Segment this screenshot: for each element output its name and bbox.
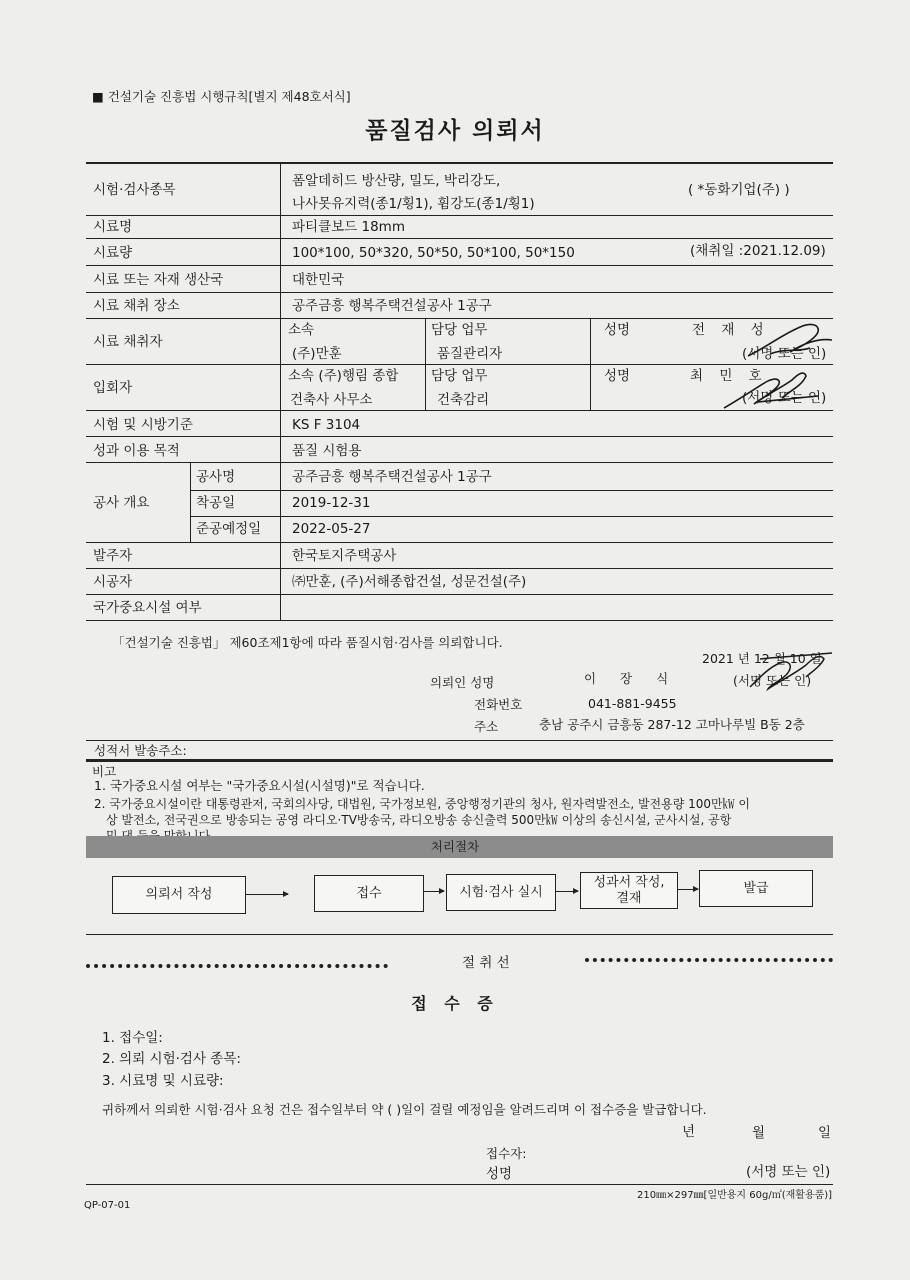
collector-label: 시료 채취자 [93, 334, 163, 350]
witness-signature [718, 362, 828, 412]
address-value: 충남 공주시 금흥동 287-12 고마나루빌 B동 2층 [539, 717, 805, 732]
witness-label: 입회자 [93, 380, 133, 396]
note-1: 1. 국가중요시설 여부는 "국가중요시설(시설명)"로 적습니다. [94, 778, 425, 793]
end-date-label: 준공예정일 [196, 521, 262, 537]
requester-name: 이 장 식 [584, 671, 679, 686]
phone-label: 전화번호 [474, 697, 523, 712]
collector-name-value: 전 재 성 [692, 322, 770, 338]
origin-value: 대한민국 [292, 272, 345, 288]
receipt-title: 접 수 증 [411, 994, 499, 1013]
arrow-right-icon [246, 894, 288, 895]
request-date: 2021 년 12 월 10 일 [702, 651, 822, 666]
requester-label: 의뢰인 성명 [430, 675, 495, 690]
receiver-name-label: 성명 [486, 1166, 513, 1182]
receiver-sign-label: (서명 또는 인) [746, 1164, 831, 1180]
collector-name-label: 성명 [604, 322, 631, 338]
step-issue: 발급 [699, 870, 813, 907]
procedure-heading: 처리절차 [430, 839, 480, 854]
overview-label: 공사 개요 [93, 495, 150, 511]
collector-signature [740, 318, 840, 363]
witness-duty-label: 담당 업무 [431, 368, 488, 384]
end-date-value: 2022-05-27 [292, 521, 371, 537]
cutline-right [585, 958, 833, 962]
purpose-value: 품질 시험용 [292, 443, 362, 459]
collector-duty-label: 담당 업무 [431, 322, 488, 338]
client-value: 한국토지주택공사 [292, 548, 397, 564]
purpose-label: 성과 이용 목적 [93, 443, 180, 459]
project-name-label: 공사명 [196, 469, 236, 485]
project-name-value: 공주금흥 행복주택건설공사 1공구 [292, 469, 492, 485]
note-2-line1: 2. 국가중요시설이란 대통령관저, 국회의사당, 대법원, 국가정보원, 중앙행정기관의 청사, 원자력발전소, 발전용량 100만㎾ 이 [94, 797, 751, 811]
site-value: 공주금흥 행복주택건설공사 1공구 [292, 298, 492, 314]
step-request: 의뢰서 작성 [112, 876, 246, 914]
requester-sign-label: (서명 또는 인) [733, 673, 812, 688]
arrow-right-icon [556, 891, 578, 892]
arrow-right-icon [678, 889, 698, 890]
test-type-label: 시험·검사종목 [93, 182, 176, 198]
test-type-company: ( *동화기업(주) ) [688, 182, 790, 198]
step-receive: 접수 [314, 875, 424, 912]
notes-heading: 비고 [92, 764, 117, 779]
witness-duty-value: 건축감리 [437, 392, 490, 408]
sample-qty-label: 시료량 [93, 245, 133, 261]
cutline-label: 절 취 선 [462, 955, 510, 971]
footer-code: QP-07-01 [84, 1200, 131, 1211]
phone-value: 041-881-9455 [588, 696, 677, 711]
sample-name-value: 파티클보드 18mm [292, 219, 405, 235]
site-label: 시료 채취 장소 [93, 298, 180, 314]
witness-name-label: 성명 [604, 368, 631, 384]
start-date-label: 착공일 [196, 495, 236, 511]
sample-date: (채취일 :2021.12.09) [690, 243, 826, 259]
collector-sign-label: (서명 또는 인) [742, 346, 827, 362]
receipt-item-2: 2. 의뢰 시험·검사 종목: [102, 1051, 241, 1067]
national-facility-label: 국가중요시설 여부 [93, 600, 202, 616]
collector-affil-label: 소속 [288, 322, 315, 338]
test-type-value-line1: 폼알데히드 방산량, 밀도, 박리강도, [292, 173, 501, 189]
footer-paper: 210㎜×297㎜[일반용지 60g/㎡(재활용품)] [637, 1190, 833, 1201]
sample-qty-value: 100*100, 50*320, 50*50, 50*100, 50*150 [292, 245, 575, 261]
start-date-value: 2019-12-31 [292, 495, 371, 511]
origin-label: 시료 또는 자재 생산국 [93, 272, 224, 288]
receipt-statement: 귀하께서 의뢰한 시험·검사 요청 건은 접수일부터 약 ( )일이 걸릴 예정임을 알려드리며 이 접수증을 발급합니다. [102, 1102, 707, 1117]
receipt-item-1: 1. 접수일: [102, 1030, 163, 1046]
contractor-value: ㈜만훈, (주)서해종합건설, 성문건설(주) [292, 574, 527, 590]
note-2-line2: 상 발전소, 전국권으로 방송되는 공영 라디오·TV방송국, 라디오방송 송신출력 500만㎾ 이상의 송신시설, 군사시설, 공항 [106, 813, 732, 827]
collector-duty-value: 품질관리자 [437, 346, 503, 362]
test-type-value-line2: 나사못유지력(종1/횡1), 휨강도(종1/횡1) [292, 196, 535, 212]
receipt-day: 일 [818, 1125, 832, 1141]
standard-label: 시험 및 시방기준 [93, 417, 193, 433]
receipt-item-3: 3. 시료명 및 시료량: [102, 1073, 224, 1089]
collector-affil-value: (주)만훈 [292, 346, 342, 362]
form-reference: ■ 건설기술 진흥법 시행규칙[별지 제48호서식] [92, 89, 351, 104]
receipt-month: 월 [752, 1125, 766, 1141]
receipt-year: 년 [682, 1124, 696, 1140]
report-address-label: 성적서 발송주소: [94, 743, 187, 758]
witness-affil-line1: 소속 (주)행림 종합 [288, 368, 399, 384]
address-label: 주소 [474, 719, 499, 734]
step-report: 성과서 작성, 결재 [580, 872, 678, 909]
receiver-label: 접수자: [486, 1146, 527, 1161]
cutline-left [86, 964, 388, 968]
witness-name-value: 최 민 호 [690, 368, 768, 384]
step-test: 시험·검사 실시 [446, 874, 556, 911]
witness-sign-label: (서명 또는 인) [742, 390, 827, 406]
client-label: 발주자 [93, 548, 133, 564]
request-statement: 「건설기술 진흥법」 제60조제1항에 따라 품질시험·검사를 의뢰합니다. [112, 635, 503, 650]
page-title: 품질검사 의뢰서 [365, 118, 545, 144]
sample-name-label: 시료명 [93, 219, 133, 235]
requester-signature [740, 645, 840, 695]
arrow-right-icon [424, 891, 444, 892]
standard-value: KS F 3104 [292, 417, 361, 433]
contractor-label: 시공자 [93, 574, 133, 590]
witness-affil-line2: 건축사 사무소 [290, 392, 373, 408]
